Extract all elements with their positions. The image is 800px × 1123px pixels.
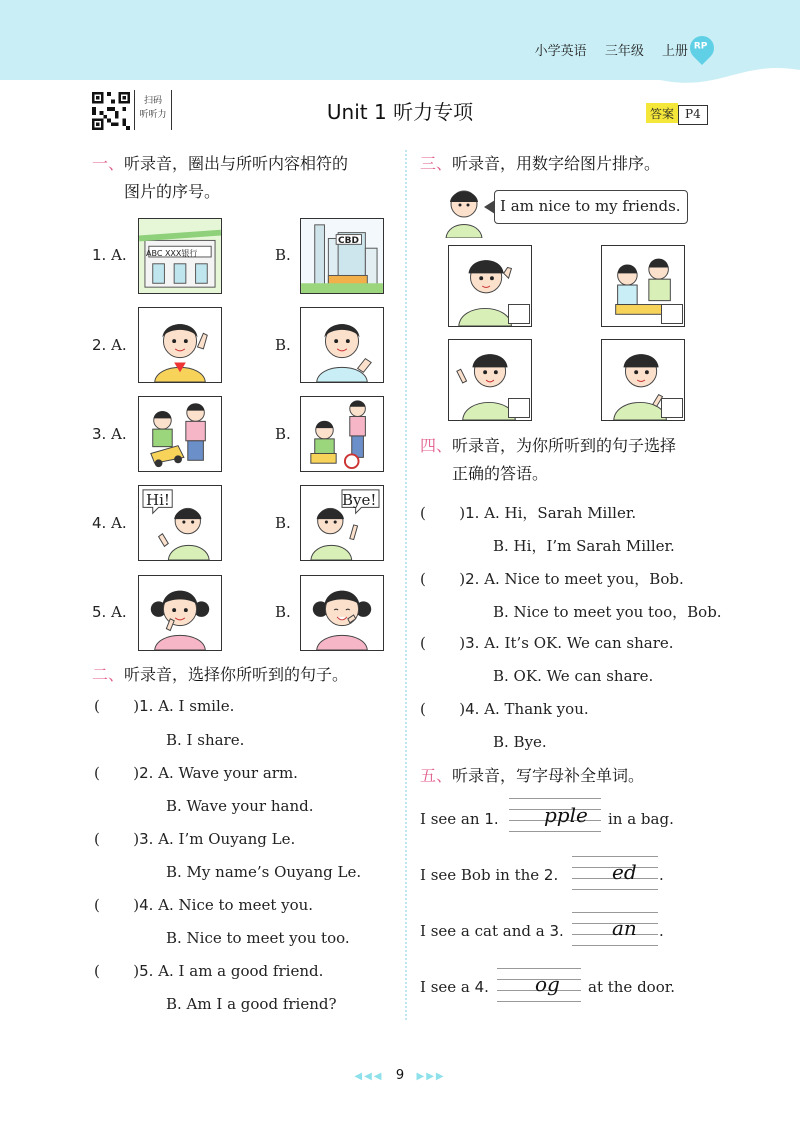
s1-item1-label: 1. A. — [92, 246, 127, 264]
s1-item2-b-label: B. — [275, 336, 291, 354]
answer-reference[interactable] — [646, 103, 708, 123]
page-footer — [0, 1068, 800, 1083]
speech-bubble-tail — [484, 200, 495, 214]
s2-q1-option-b[interactable]: B. I share. — [166, 731, 245, 749]
s1-item5-label: 5. A. — [92, 603, 127, 621]
s2-q4-option-a[interactable]: ( )4. A. Nice to meet you. — [94, 896, 314, 914]
left-arrows-icon: ◀◀◀ — [354, 1071, 384, 1082]
s1-item4-b-bubble: Bye! — [342, 491, 377, 509]
speech-bubble-text: I am nice to my friends. — [500, 197, 681, 215]
s1-item1-option-b-picture[interactable] — [300, 218, 384, 294]
s4-q1-option-b[interactable]: B. Hi，I’m Sarah Miller. — [493, 537, 675, 555]
s5-item4-prefix: I see a 4. — [420, 978, 489, 996]
s2-q1-option-a[interactable]: ( )1. A. I smile. — [94, 697, 235, 715]
s2-q3-option-b[interactable]: B. My name’s Ouyang Le. — [166, 863, 362, 881]
s1-item5-option-b-picture[interactable] — [300, 575, 384, 651]
s3-answer-box-4[interactable] — [661, 398, 683, 418]
s1-item4-b-label: B. — [275, 514, 291, 532]
s5-item3-suffix: . — [659, 922, 664, 940]
s1-item3-option-a-picture[interactable] — [138, 396, 222, 472]
s1-item3-option-b-picture[interactable] — [300, 396, 384, 472]
s5-item3-prefix: I see a cat and a 3. — [420, 922, 564, 940]
s5-item1-suffix: in a bag. — [608, 810, 674, 828]
cbd-sign: CBD — [338, 236, 359, 246]
s1-item2-option-a-picture[interactable] — [138, 307, 222, 383]
s1-item5-b-label: B. — [275, 603, 291, 621]
s5-item2-letters: ed — [612, 860, 637, 884]
s1-item2-option-b-picture[interactable] — [300, 307, 384, 383]
tag-subject: 小学英语 — [534, 44, 587, 59]
publisher-badge: RP — [685, 31, 719, 65]
s4-q2-option-a[interactable]: ( )2. A. Nice to meet you，Bob. — [420, 570, 684, 588]
s1-item4-label: 4. A. — [92, 514, 127, 532]
answer-label: 答案 — [646, 103, 678, 123]
s1-item4-a-bubble: Hi! — [146, 491, 170, 509]
s2-q4-option-b[interactable]: B. Nice to meet you too. — [166, 929, 350, 947]
s1-item1-b-label: B. — [275, 246, 291, 264]
section4-heading: 四、听录音，为你所听到的句子选择 正确的答语。 — [420, 436, 677, 483]
s5-item3-letters: an — [612, 916, 637, 940]
bank-sign: ABC XXX银行 — [146, 249, 198, 258]
s4-q3-option-b[interactable]: B. OK. We can share. — [493, 667, 654, 685]
s3-answer-box-3[interactable] — [508, 398, 530, 418]
s4-q4-option-a[interactable]: ( )4. A. Thank you. — [420, 700, 589, 718]
s5-item1-letters: pple — [544, 803, 588, 827]
s5-item2-prefix: I see Bob in the 2. — [420, 866, 559, 884]
s1-item5-option-a-picture[interactable] — [138, 575, 222, 651]
s4-q1-option-a[interactable]: ( )1. A. Hi，Sarah Miller. — [420, 504, 637, 522]
section2-heading: 二、听录音，选择你所听到的句子。 — [92, 665, 349, 684]
s3-answer-box-2[interactable] — [661, 304, 683, 324]
s5-item1-prefix: I see an 1. — [420, 810, 499, 828]
s1-item3-label: 3. A. — [92, 425, 127, 443]
section3-heading: 三、听录音，用数字给图片排序。 — [420, 154, 661, 173]
answer-page: P4 — [678, 105, 708, 125]
page-title: Unit 1 听力专项 — [326, 100, 474, 124]
tag-volume: 上册 — [661, 44, 688, 59]
s1-item3-b-label: B. — [275, 425, 291, 443]
s2-q5-option-b[interactable]: B. Am I a good friend? — [166, 995, 337, 1013]
s3-answer-box-1[interactable] — [508, 304, 530, 324]
book-tags — [521, 40, 688, 59]
s5-item4-letters: og — [535, 972, 560, 996]
s2-q2-option-b[interactable]: B. Wave your hand. — [166, 797, 314, 815]
s5-item4-suffix: at the door. — [588, 978, 676, 996]
s4-q3-option-a[interactable]: ( )3. A. It’s OK. We can share. — [420, 634, 674, 652]
boy-speaker-illustration — [440, 182, 490, 238]
s2-q2-option-a[interactable]: ( )2. A. Wave your arm. — [94, 764, 298, 782]
s5-item2-suffix: . — [659, 866, 664, 884]
scan-tip: 扫码 听听力 — [134, 90, 172, 130]
column-divider — [405, 150, 407, 1020]
right-arrows-icon: ▶▶▶ — [416, 1071, 446, 1082]
page-number: 9 — [395, 1068, 405, 1083]
s2-q5-option-a[interactable]: ( )5. A. I am a good friend. — [94, 962, 324, 980]
section5-heading: 五、听录音，写字母补全单词。 — [420, 766, 645, 785]
s4-q4-option-b[interactable]: B. Bye. — [493, 733, 547, 751]
s1-item2-label: 2. A. — [92, 336, 127, 354]
s4-q2-option-b[interactable]: B. Nice to meet you too，Bob. — [493, 603, 722, 621]
tag-grade: 三年级 — [604, 44, 644, 59]
s2-q3-option-a[interactable]: ( )3. A. I’m Ouyang Le. — [94, 830, 296, 848]
section1-heading: 一、听录音，圈出与所听内容相符的 图片的序号。 — [92, 154, 349, 201]
